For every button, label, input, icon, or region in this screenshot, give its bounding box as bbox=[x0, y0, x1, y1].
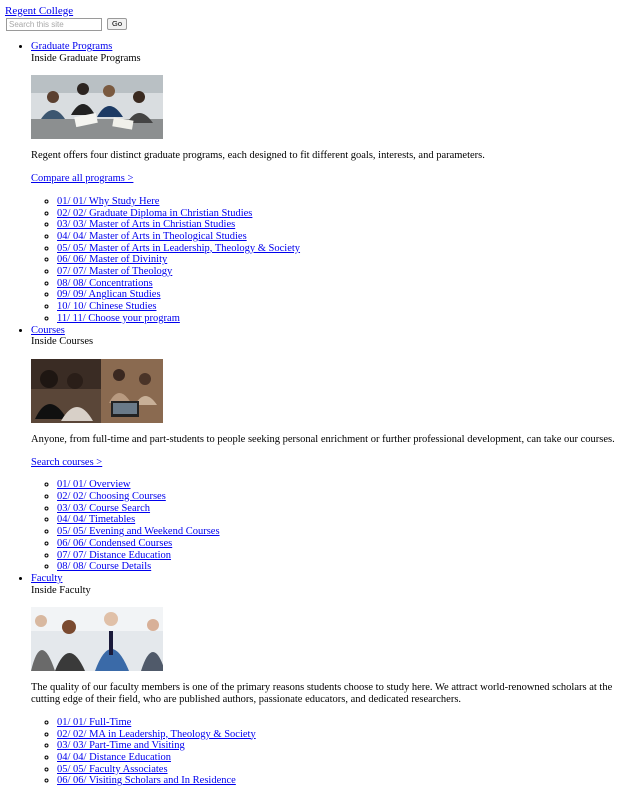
main-nav bbox=[0, 41, 616, 787]
subnav-link[interactable]: 06/ 06/ Condensed Courses bbox=[57, 537, 173, 549]
subnav-item bbox=[57, 301, 616, 313]
subnav-item bbox=[57, 717, 616, 729]
subnav-link[interactable]: 05/ 05/ Evening and Weekend Courses bbox=[57, 526, 220, 538]
subnav-link[interactable]: 06/ 06/ Visiting Scholars and In Residence bbox=[57, 775, 236, 787]
subnav-item bbox=[57, 278, 616, 290]
subnav-link[interactable]: 02/ 02/ Graduate Diploma in Christian Studies bbox=[57, 207, 253, 219]
section-subtitle: Inside Graduate Programs bbox=[31, 52, 141, 64]
subnav-item bbox=[57, 561, 616, 573]
subnav-link[interactable]: 09/ 09/ Anglican Studies bbox=[57, 289, 161, 301]
subnav-graduate-programs bbox=[31, 196, 616, 325]
subnav-link[interactable]: 03/ 03/ Course Search bbox=[57, 502, 151, 514]
subnav-item bbox=[57, 775, 616, 787]
section-description: The quality of our faculty members is one of the primary reasons students choose to study here. We attract world-renowned scholars at the cutting edge of their field, who are published authors, passionate educators, and dedicated researchers. bbox=[31, 682, 613, 706]
subnav-item bbox=[57, 289, 616, 301]
nav-link-courses[interactable]: Courses bbox=[31, 324, 65, 336]
subnav-link[interactable]: 11/ 11/ Choose your program bbox=[57, 312, 180, 324]
nav-section-courses bbox=[31, 325, 616, 573]
subnav-link[interactable]: 07/ 07/ Distance Education bbox=[57, 549, 172, 561]
nav-link-graduate-programs[interactable]: Graduate Programs bbox=[31, 41, 113, 52]
subnav-item bbox=[57, 196, 616, 208]
faculty-group-photo bbox=[31, 607, 163, 671]
subnav-link[interactable]: 04/ 04/ Timetables bbox=[57, 514, 136, 526]
section-subtitle: Inside Faculty bbox=[31, 584, 91, 596]
subnav-link[interactable]: 01/ 01/ Why Study Here bbox=[57, 195, 160, 207]
subnav-item bbox=[57, 491, 616, 503]
subnav-link[interactable]: 03/ 03/ Part-Time and Visiting bbox=[57, 740, 185, 752]
nav-section-faculty bbox=[31, 573, 616, 787]
compare-programs-link[interactable]: Compare all programs > bbox=[31, 173, 134, 185]
subnav-item bbox=[57, 479, 616, 491]
subnav-link[interactable]: 04/ 04/ Distance Education bbox=[57, 751, 172, 763]
subnav-item bbox=[57, 231, 616, 243]
subnav-item bbox=[57, 526, 616, 538]
subnav-link[interactable]: 05/ 05/ Master of Arts in Leadership, Theology & Society bbox=[57, 242, 301, 254]
subnav-link[interactable]: 02/ 02/ Choosing Courses bbox=[57, 491, 166, 503]
subnav-link[interactable]: 02/ 02/ MA in Leadership, Theology & Society bbox=[57, 728, 256, 740]
subnav-link[interactable]: 03/ 03/ Master of Arts in Christian Studies bbox=[57, 219, 236, 231]
subnav-link[interactable]: 06/ 06/ Master of Divinity bbox=[57, 254, 168, 266]
subnav-courses bbox=[31, 479, 616, 573]
subnav-item bbox=[57, 208, 616, 220]
nav-link-faculty[interactable]: Faculty bbox=[31, 572, 63, 584]
search-input[interactable] bbox=[6, 18, 102, 31]
subnav-link[interactable]: 04/ 04/ Master of Arts in Theological Studies bbox=[57, 230, 247, 242]
subnav-item bbox=[57, 764, 616, 776]
subnav-item bbox=[57, 503, 616, 515]
subnav-link[interactable]: 08/ 08/ Concentrations bbox=[57, 277, 153, 289]
subnav-item bbox=[57, 514, 616, 526]
subnav-item bbox=[57, 538, 616, 550]
subnav-link[interactable]: 01/ 01/ Full-Time bbox=[57, 716, 132, 728]
subnav-item bbox=[57, 740, 616, 752]
subnav-item bbox=[57, 729, 616, 741]
search-courses-link[interactable]: Search courses > bbox=[31, 456, 103, 468]
search-form bbox=[6, 18, 127, 30]
subnav-item bbox=[57, 313, 616, 325]
section-description: Anyone, from full-time and part-students to people seeking personal enrichment or further professional development, can take our courses. bbox=[31, 433, 615, 445]
lecture-hall-photo bbox=[31, 359, 163, 423]
subnav-item bbox=[57, 243, 616, 255]
site-title-link[interactable]: Regent College bbox=[5, 5, 74, 17]
subnav-link[interactable]: 07/ 07/ Master of Theology bbox=[57, 266, 173, 278]
subnav-item bbox=[57, 550, 616, 562]
nav-section-graduate-programs bbox=[31, 41, 616, 325]
subnav-link[interactable]: 01/ 01/ Overview bbox=[57, 479, 131, 491]
subnav-faculty bbox=[31, 717, 616, 787]
subnav-item bbox=[57, 266, 616, 278]
section-subtitle: Inside Courses bbox=[31, 336, 94, 348]
subnav-link[interactable]: 10/ 10/ Chinese Studies bbox=[57, 301, 157, 313]
subnav-item bbox=[57, 219, 616, 231]
subnav-item bbox=[57, 752, 616, 764]
subnav-item bbox=[57, 254, 616, 266]
go-button[interactable]: Go bbox=[107, 18, 127, 30]
section-description: Regent offers four distinct graduate programs, each designed to fit different goals, interests, and parameters. bbox=[31, 150, 485, 162]
subnav-link[interactable]: 05/ 05/ Faculty Associates bbox=[57, 763, 168, 775]
students-discussion-photo bbox=[31, 75, 163, 139]
subnav-link[interactable]: 08/ 08/ Course Details bbox=[57, 561, 152, 573]
